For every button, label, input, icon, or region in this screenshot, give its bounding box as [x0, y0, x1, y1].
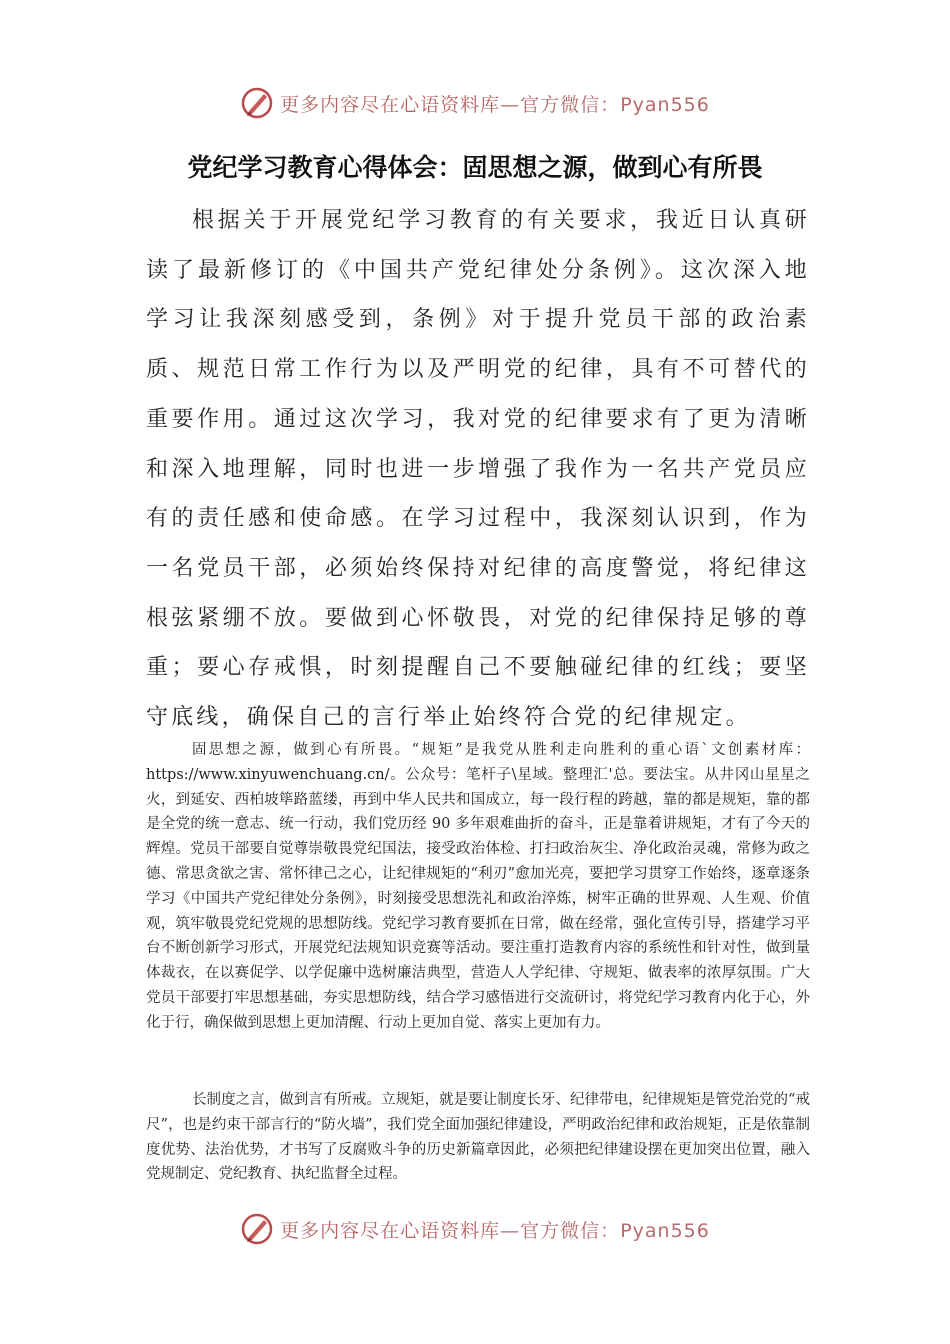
pen-logo-icon: [240, 86, 274, 120]
banner-wechat-label: 官方微信：: [520, 93, 621, 116]
banner-text: [280, 1216, 710, 1243]
banner-wechat-label: 官方微信：: [520, 1219, 621, 1242]
banner-slogan: 更多内容尽在心语资料库: [280, 1219, 501, 1242]
banner-slogan: 更多内容尽在心语资料库: [280, 93, 501, 116]
banner-dash: —: [500, 93, 521, 116]
footer-banner: [0, 1206, 950, 1252]
banner-wechat-id: Pyan556: [620, 93, 710, 116]
lead-paragraph: 根据关于开展党纪学习教育的有关要求，我近日认真研读了最新修订的《中国共产党纪律处分条例》。这次深入地学习让我深刻感受到，条例》对于提升党员干部的政治素质、规范日常工作行为以及严明党的纪律，具有不可替代的重要作用。通过这次学习，我对党的纪律要求有了更为清晰和深入地理解，同时也进一步增强了我作为一名共产党员应有的责任感和使命感。在学习过程中，我深刻认识到，作为一名党员干部，必须始终保持对纪律的高度警觉，将纪律这根弦紧绷不放。要做到心怀敬畏，对党的纪律保持足够的尊重；要心存戒惧，时刻提醒自己不要触碰纪律的红线；要坚守底线，确保自己的言行举止始终符合党的纪律规定。: [146, 208, 810, 731]
banner-dash: —: [500, 1219, 521, 1242]
pen-logo-icon: [240, 1212, 274, 1246]
banner-wechat-id: Pyan556: [620, 1219, 710, 1242]
banner-text: [280, 90, 710, 117]
body-paragraph-2: 长制度之言，做到言有所戒。立规矩，就是要让制度长牙、纪律带电，纪律规矩是管党治党的“戒尺”，也是约束干部言行的“防火墙”，我们党全面加强纪律建设，严明政治纪律和政治规矩，正是依靠制度优势、法治优势，才书写了反腐败斗争的历史新篇章因此，必须把纪律建设摆在更加突出位置，融入党规制定、党纪教育、执纪监督全过程。: [146, 1092, 810, 1183]
document-title: 党纪学习教育心得体会：固思想之源，做到心有所畏: [187, 153, 763, 182]
header-banner: [0, 80, 950, 126]
body-paragraph-1: 固思想之源，做到心有所畏。“规矩”是我党从胜利走向胜利的重心语`文创素材库：https://www.xinyuwenchuang.cn/。公众号：笔杆子\星域。整理汇'总。要法宝。从井冈山星星之火，到延安、西柏坡筚路蓝缕，再到中华人民共和国成立，每一段行程的跨越，靠的都是规矩，靠的都是全党的统一意志、统一行动，我们党历经 90 多年艰难曲折的奋斗，正是靠着讲规矩，才有了今天的辉煌。党员干部要自觉尊崇敬畏党纪国法，接受政治体检、打扫政治灰尘、净化政治灵魂，常修为政之德、常思贪欲之害、常怀律己之心，让纪律规矩的“利刃”愈加光亮，要把学习贯穿工作始终，逐章逐条学习《中国共产党纪律处分条例》，时刻接受思想洗礼和政治淬炼，树牢正确的世界观、人生观、价值观，筑牢敬畏党纪党规的思想防线。党纪学习教育要抓在日常，做在经常，强化宣传引导，搭建学习平台不断创新学习形式，开展党纪法规知识竞赛等活动。要注重打造教育内容的系统性和针对性，做到量体裁衣，在以赛促学、以学促廉中选树廉洁典型，营造人人学纪律、守规矩、做表率的浓厚氛围。广大党员干部要打牢思想基础，夯实思想防线，结合学习感悟进行交流研讨，将党纪学习教育内化于心，外化于行，确保做到思想上更加清醒、行动上更加自觉、落实上更加有力。: [146, 742, 810, 1031]
